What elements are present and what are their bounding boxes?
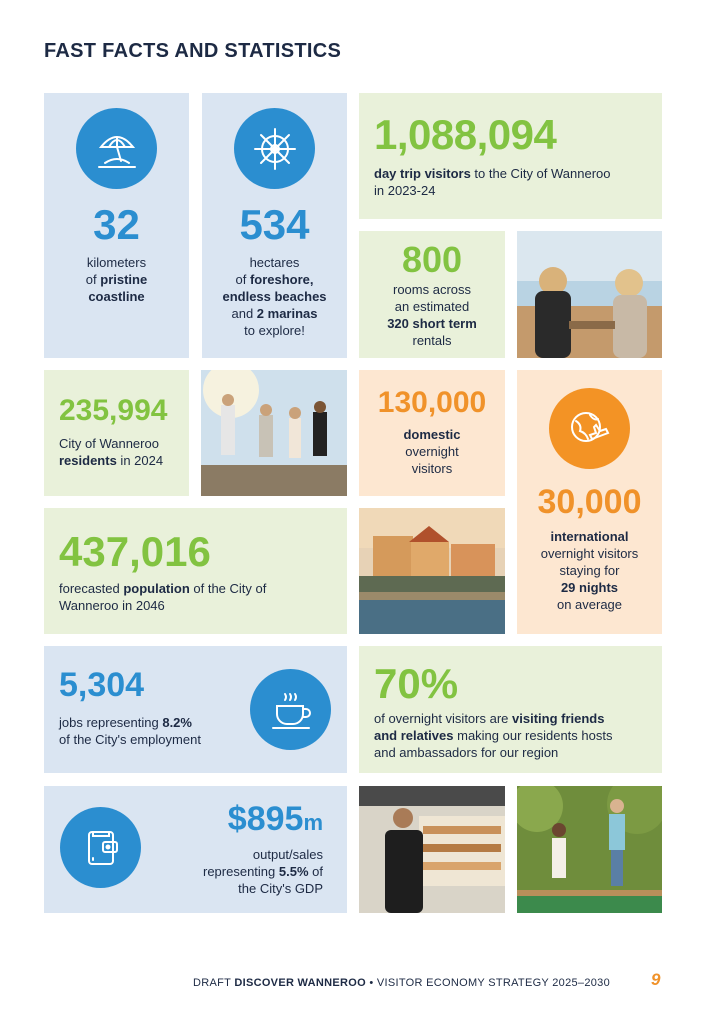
international-text: international overnight visitors staying for 29 nights on average (540, 529, 639, 612)
output-tile (44, 786, 347, 913)
cafe-photo (517, 231, 662, 358)
coastline-tile (44, 93, 189, 358)
rooms-text: rooms across an estimated 320 short term rentals (387, 282, 477, 348)
vfr-text: of overnight visitors are visiting friends and relatives making our residents hosts and ambassadors for our region (374, 711, 613, 760)
bakery-photo (359, 786, 505, 913)
ship-wheel-icon (234, 108, 315, 189)
output-text: output/sales representing 5.5% of the City's GDP (203, 847, 323, 896)
footer: DRAFT DISCOVER WANNEROO • VISITOR ECONOMY STRATEGY 2025–2030 (193, 977, 610, 989)
page-number: 9 (651, 970, 661, 989)
day-trip-tile (359, 93, 662, 219)
domestic-tile (359, 370, 505, 496)
mini-golf-photo (517, 786, 662, 913)
domestic-text: domestic overnight visitors (403, 427, 461, 476)
foreshore-tile (202, 93, 347, 358)
beach-umbrella-icon (76, 108, 157, 189)
marina-photo (359, 508, 505, 634)
jobs-tile (44, 646, 347, 773)
coffee-cup-icon (250, 669, 331, 750)
domestic-number: 130,000 (377, 386, 487, 419)
jumping-friends-photo (201, 370, 347, 496)
page-title: FAST FACTS AND STATISTICS (44, 40, 342, 62)
globe-plane-icon (549, 388, 630, 469)
population-tile (44, 508, 347, 634)
international-tile (517, 370, 662, 634)
population-number: 437,016 (59, 528, 211, 575)
international-number: 30,000 (537, 483, 642, 521)
jobs-text: jobs representing 8.2% of the City's employment (59, 715, 201, 747)
vfr-tile (359, 646, 662, 773)
population-text: forecasted population of the City of Wanneroo in 2046 (59, 581, 267, 613)
residents-number: 235,994 (59, 394, 168, 427)
residents-tile (44, 370, 189, 496)
rooms-tile (359, 231, 505, 358)
foreshore-number: 534 (239, 201, 310, 248)
coastline-text: kilometers of pristine coastline (85, 255, 148, 304)
day-trip-text: day trip visitors to the City of Wanneroo in 2023-24 (374, 166, 611, 198)
output-number: $895m (227, 800, 323, 838)
wallet-icon (60, 807, 141, 888)
rooms-number: 800 (401, 239, 463, 280)
jobs-number: 5,304 (59, 666, 145, 704)
coastline-number: 32 (93, 201, 140, 248)
residents-text: City of Wanneroo residents in 2024 (59, 436, 164, 468)
day-trip-number: 1,088,094 (374, 111, 557, 158)
foreshore-text: hectares of foreshore, endless beaches and 2 marinas to explore! (222, 255, 327, 338)
vfr-number: 70% (374, 660, 459, 707)
